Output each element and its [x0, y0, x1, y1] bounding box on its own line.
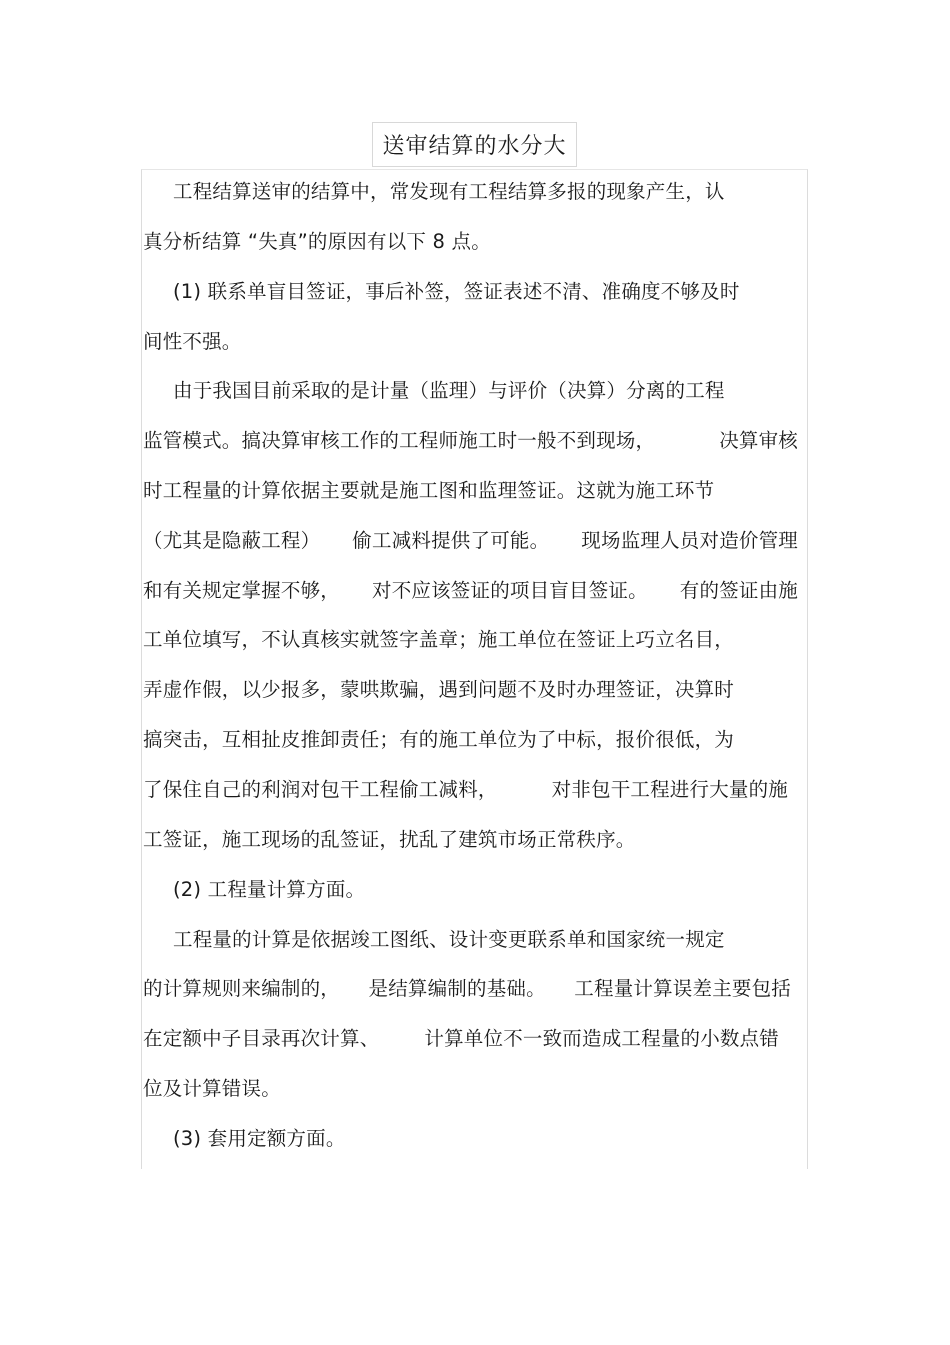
text-line: 真分析结算 “失真”的原因有以下 8 点。: [143, 230, 491, 253]
text-line: [143, 577, 798, 605]
text-segment: （尤其是隐蔽工程）: [143, 529, 321, 552]
text-segment: 偷工减料提供了可能。: [352, 529, 550, 552]
document-title: 送审结算的水分大: [372, 122, 577, 167]
text-line: 工程结算送审的结算中，常发现有工程结算多报的现象产生，认: [173, 180, 725, 203]
text-line: 由于我国目前采取的是计量（监理）与评价（决算）分离的工程: [173, 379, 725, 402]
text-line: 弄虚作假，以少报多，蒙哄欺骗，遇到问题不及时办理签证，决算时: [143, 678, 735, 701]
text-line: 间性不强。: [143, 330, 242, 353]
text-line: (2) 工程量计算方面。: [173, 878, 366, 901]
text-line: (1) 联系单盲目签证，事后补签，签证表述不清、准确度不够及时: [173, 280, 740, 303]
text-segment: 对非包干工程进行大量的施: [551, 778, 788, 801]
text-line: [143, 427, 798, 455]
content-frame: [141, 169, 808, 1169]
text-segment: 是结算编制的基础。: [368, 977, 546, 1000]
text-segment: 监管模式。搞决算审核工作的工程师施工时一般不到现场，: [143, 429, 656, 452]
text-line: [143, 1025, 779, 1053]
text-line: [143, 975, 791, 1003]
text-line: 工签证，施工现场的乱签证，扰乱了建筑市场正常秩序。: [143, 828, 636, 851]
text-segment: 有的签证由施: [679, 579, 798, 602]
text-segment: 现场监理人员对造价管理: [581, 529, 798, 552]
text-line: 工程量的计算是依据竣工图纸、设计变更联系单和国家统一规定: [173, 928, 725, 951]
text-segment: 了保住自己的利润对包干工程偷工减料，: [143, 778, 498, 801]
text-line: 位及计算错误。: [143, 1077, 281, 1100]
text-line: [143, 527, 798, 555]
text-segment: 和有关规定掌握不够，: [143, 579, 341, 602]
text-segment: 决算审核: [719, 429, 798, 452]
text-segment: 工程量计算误差主要包括: [574, 977, 791, 1000]
text-line: 搞突击，互相扯皮推卸责任；有的施工单位为了中标，报价很低，为: [143, 728, 735, 751]
text-segment: 在定额中子目录再次计算、: [143, 1027, 380, 1050]
text-segment: 对不应该签证的项目盲目签证。: [372, 579, 648, 602]
text-segment: 计算单位不一致而造成工程量的小数点错: [424, 1027, 779, 1050]
text-line: 时工程量的计算依据主要就是施工图和监理签证。这就为施工环节: [143, 479, 715, 502]
text-line: (3) 套用定额方面。: [173, 1127, 346, 1150]
text-line: [143, 776, 788, 804]
text-segment: 的计算规则来编制的，: [143, 977, 341, 1000]
text-line: 工单位填写，不认真核实就签字盖章；施工单位在签证上巧立名目，: [143, 628, 735, 651]
